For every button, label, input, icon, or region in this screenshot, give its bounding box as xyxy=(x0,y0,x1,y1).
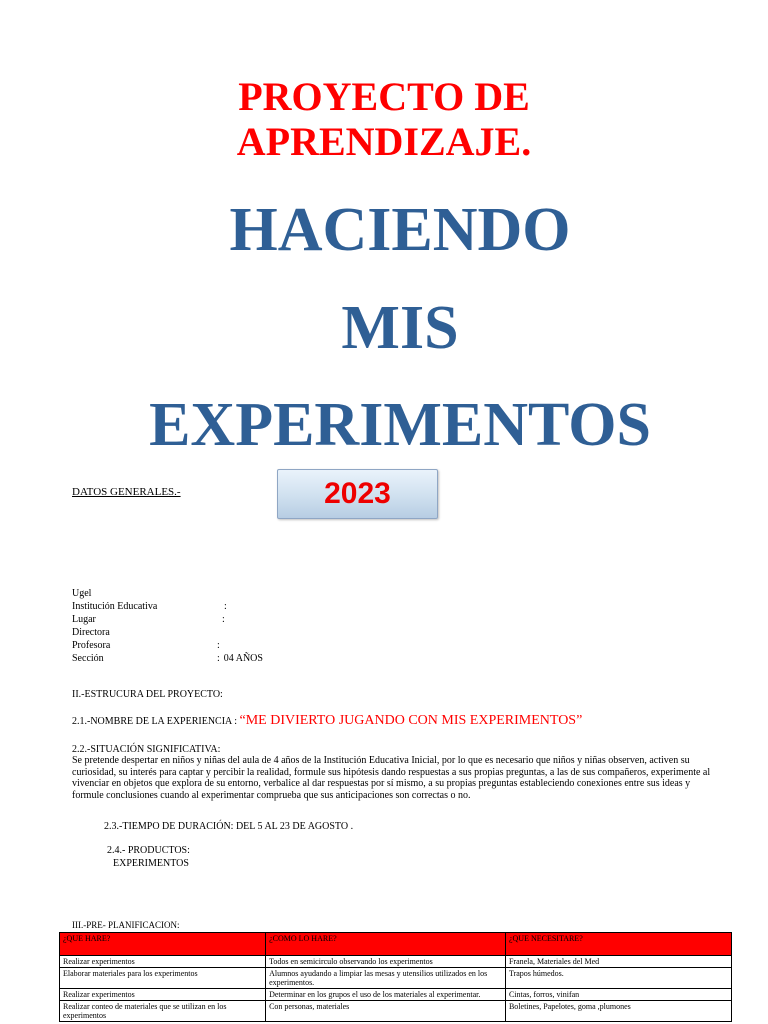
table-cell: Realizar experimentos xyxy=(60,989,266,1001)
field-row-ugel xyxy=(72,587,157,600)
column-header: ¿COMO LO HARE? xyxy=(266,933,506,956)
field-row-profesora xyxy=(72,639,220,652)
field-label: Profesora xyxy=(72,640,111,651)
field-label: Institución Educativa xyxy=(72,601,158,612)
table-row xyxy=(60,968,732,989)
table-cell: Cintas, forros, vinifan xyxy=(505,989,731,1001)
table-cell: Todos en semicirculo observando los experimentos xyxy=(266,956,506,968)
table-cell: Elaborar materiales para los experimentos xyxy=(60,968,266,989)
datos-generales-heading: DATOS GENERALES.- xyxy=(72,486,181,498)
table-cell: Boletines, Papelotes, goma ,plumones xyxy=(505,1001,731,1022)
table-cell: Con personas, materiales xyxy=(266,1001,506,1022)
column-header: ¿QUE NECESITARE? xyxy=(505,933,731,956)
table-cell: Trapos húmedos. xyxy=(505,968,731,989)
column-header: ¿QUE HARE? xyxy=(60,933,266,956)
main-title-line-3: EXPERIMENTOS xyxy=(149,391,651,459)
table-cell: Franela, Materiales del Med xyxy=(505,956,731,968)
field-row-directora xyxy=(72,626,157,639)
situation-paragraph: Se pretende despertar en niños y niñas del aula de 4 años de la Institución Educativa Inicial, por lo que es necesario que niños y niñas observen, activen su curiosidad, su interés para captar y percibir la realidad, formule sus hipótesis dando respuestas a sus propias preguntas, a las de sus compañeros, experimente al vivenciar en objetos que explora de su entorno, verbalice al dar respuestas por sí mismo, a su propias preguntas estableciendo conexiones entre sus ideas y formule conclusiones cuando al experimentar comprueba que sus anticipaciones son correctas o no. xyxy=(72,755,711,801)
table-cell: Realizar conteo de materiales que se utilizan en los experimentos xyxy=(60,1001,266,1022)
field-separator: : xyxy=(224,601,227,612)
field-separator: : xyxy=(217,653,220,664)
field-row-seccion xyxy=(72,652,263,665)
field-row-institucion xyxy=(72,600,227,613)
table-header-row xyxy=(60,933,732,956)
experience-name: “ME DIVIERTO JUGANDO CON MIS EXPERIMENTOS” xyxy=(239,713,583,728)
products-heading: 2.4.- PRODUCTOS: xyxy=(107,845,190,856)
field-label: Lugar xyxy=(72,614,96,625)
experience-line xyxy=(72,714,582,728)
general-data-fields xyxy=(72,587,263,665)
field-separator: : xyxy=(217,640,220,651)
main-title-line-2: MIS xyxy=(341,294,459,362)
table-row xyxy=(60,989,732,1001)
table-cell: Realizar experimentos xyxy=(60,956,266,968)
table-row xyxy=(60,1001,732,1022)
field-label: Directora xyxy=(72,627,110,638)
title-line-2: APRENDIZAJE. xyxy=(236,119,532,164)
year-badge xyxy=(277,469,438,519)
table-row xyxy=(60,956,732,968)
field-label: Sección xyxy=(72,653,104,664)
main-title-line-1: HACIENDO xyxy=(229,196,571,264)
table-cell: Alumnos ayudando a limpiar las mesas y utensilios utilizados en los experimentos. xyxy=(266,968,506,989)
duration-line: 2.3.-TIEMPO DE DURACIÓN: DEL 5 AL 23 DE AGOSTO . xyxy=(104,821,354,832)
title-line-1: PROYECTO DE xyxy=(238,74,530,119)
planning-heading: III.-PRE- PLANIFICACION: xyxy=(72,920,180,930)
field-separator: : xyxy=(222,614,225,625)
table-cell: Determinar en los grupos el uso de los materiales al experimentar. xyxy=(266,989,506,1001)
experience-label: 2.1.-NOMBRE DE LA EXPERIENCIA : xyxy=(72,716,240,727)
structure-heading: II.-ESTRUCURA DEL PROYECTO: xyxy=(72,689,223,700)
products-value: EXPERIMENTOS xyxy=(113,858,189,869)
field-label: Ugel xyxy=(72,588,92,599)
field-row-lugar xyxy=(72,613,225,626)
field-value: 04 AÑOS xyxy=(223,653,263,664)
situation-heading: 2.2.-SITUACIÓN SIGNIFICATIVA: xyxy=(72,744,221,755)
planning-table xyxy=(59,932,732,1022)
year-text: 2023 xyxy=(324,477,391,510)
